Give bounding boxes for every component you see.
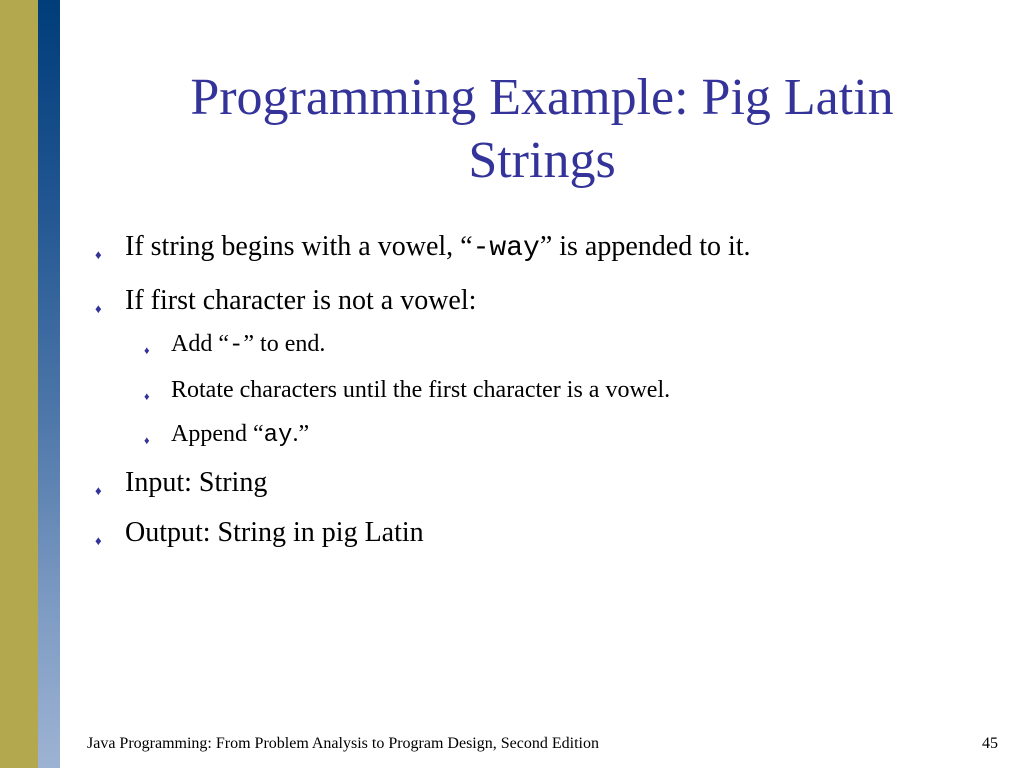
subbullet-add-dash	[144, 329, 326, 361]
bullet-text-post: ” is appended to it.	[539, 231, 751, 262]
bullet-consonant-rule	[95, 284, 477, 318]
page-number: 45	[982, 735, 998, 752]
diamond-bullet-icon: ♦	[95, 483, 102, 498]
subbullet-append-ay	[144, 419, 310, 451]
code-ay: ay	[263, 422, 293, 449]
bullet-text: Output: String in pig Latin	[125, 517, 424, 548]
diamond-bullet-icon: ♦	[144, 391, 150, 403]
code-way: -way	[472, 233, 540, 264]
bullet-input	[95, 466, 268, 500]
bullet-text-post: .”	[292, 421, 310, 447]
left-olive-stripe	[0, 0, 38, 768]
title-line-2: Strings	[468, 132, 616, 189]
bullet-text-pre: Append “	[171, 421, 264, 447]
diamond-bullet-icon: ♦	[95, 247, 102, 262]
bullet-vowel-rule	[95, 230, 751, 266]
diamond-bullet-icon: ♦	[144, 345, 150, 357]
slide-title	[60, 66, 1024, 192]
bullet-output	[95, 516, 424, 550]
left-blue-gradient-stripe	[38, 0, 60, 768]
footer-book-title: Java Programming: From Problem Analysis to Program Design, Second Edition	[87, 735, 599, 752]
diamond-bullet-icon: ♦	[95, 533, 102, 548]
diamond-bullet-icon: ♦	[144, 435, 150, 447]
bullet-text-pre: If string begins with a vowel, “	[125, 231, 473, 262]
bullet-text: If first character is not a vowel:	[125, 285, 477, 316]
code-dash: -	[228, 332, 244, 359]
title-line-1: Programming Example: Pig Latin	[190, 69, 894, 126]
bullet-text: Input: String	[125, 467, 268, 498]
bullet-text-post: ” to end.	[243, 331, 326, 357]
bullet-text: Rotate characters until the first character is a vowel.	[171, 377, 671, 403]
subbullet-rotate	[144, 375, 671, 405]
bullet-text-pre: Add “	[171, 331, 229, 357]
diamond-bullet-icon: ♦	[95, 301, 102, 316]
